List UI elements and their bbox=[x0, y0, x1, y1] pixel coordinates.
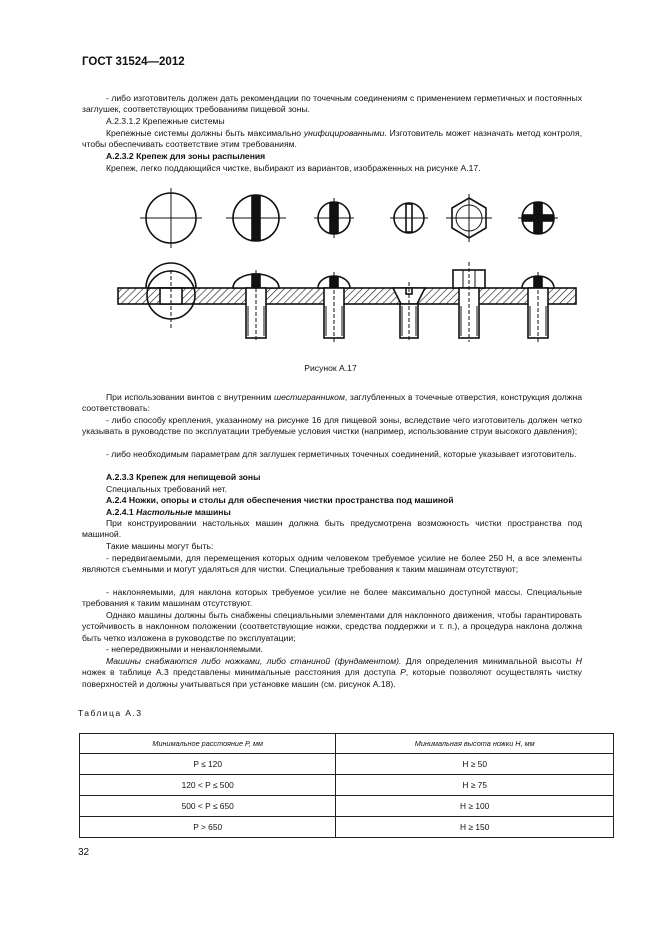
paragraph-plug-parameters: - либо необходимым параметрам для заглушек герметичных точечных соединений, которые указывает изготовитель. bbox=[106, 449, 577, 459]
table-cell: 500 < P ≤ 650 bbox=[80, 796, 336, 817]
paragraph-fastening-systems: Крепежные системы должны быть максимально унифицированными. Изготовитель может назначать метод контроля, чтобы обеспечивать соответствие этим требованиям. bbox=[82, 128, 582, 150]
paragraph-table-machines-design: При конструировании настольных машин должна быть предусмотрена возможность чистки пространства под машиной. bbox=[82, 518, 582, 540]
table-row bbox=[80, 754, 614, 775]
paragraph-hex-socket: При использовании винтов с внутренним шестигранником, заглубленных в точечные отверстия, конструкция должна соответствовать: bbox=[82, 392, 582, 414]
paragraph-tiltable-machines: - наклоняемыми, для наклона которых требуемое усилие не более максимально доступной массы. Специальные требования к таким машинам отсутствуют. bbox=[82, 587, 582, 609]
table-row bbox=[80, 817, 614, 838]
screw-countersunk-side-view bbox=[393, 282, 425, 342]
table-header-row bbox=[80, 734, 614, 754]
table-cell: H ≥ 75 bbox=[336, 775, 614, 796]
paragraph-spray-zone: Крепеж, легко поддающийся чистке, выбирают из вариантов, изображенных на рисунке А.17. bbox=[106, 163, 481, 173]
table-cell: P ≤ 120 bbox=[80, 754, 336, 775]
screw-head-cross-top-view bbox=[518, 202, 558, 234]
figure-a17 bbox=[0, 0, 661, 360]
table-label: Таблица А.3 bbox=[78, 708, 143, 718]
table-cell: H ≥ 100 bbox=[336, 796, 614, 817]
table-cell: H ≥ 150 bbox=[336, 817, 614, 838]
table-cell: 120 < P ≤ 500 bbox=[80, 775, 336, 796]
bolt-head-hex-top-view bbox=[446, 194, 492, 242]
section-heading-fastening-systems: А.2.3.1.2 Крепежные системы bbox=[106, 116, 225, 126]
section-heading-table-machines: А.2.4.1 Настольные машины bbox=[106, 507, 231, 517]
paragraph-movable-machines: - передвигаемыми, для перемещения которых одним человеком требуемое усилие не более 250 Н, а все элементы являются съемными и могут удаляться для чистки. Специальные требования к таким машинам отсутствуют; bbox=[82, 553, 582, 575]
figure-caption: Рисунок А.17 bbox=[304, 363, 357, 373]
paragraph-tilt-elements: Однако машины должны быть снабжены специальными элементами для наклонного движения, чтобы гарантировать устойчивость в наклонном положении (соответствующие ножки, средства поддержки и т. п.), а процедура наклона должна быть четко изложена в руководстве по эксплуатации; bbox=[82, 610, 582, 643]
paragraph-cleaning-conditions: - либо способу крепления, указанному на рисунке 16 для пищевой зоны, вследствие чего изготовитель должен четко указывать в руководстве по эксплуатации требуемые условия чистки (например, использование струи высокого давления); bbox=[82, 415, 582, 437]
table-row bbox=[80, 796, 614, 817]
paragraph-no-requirements: Специальных требований нет. bbox=[106, 484, 227, 494]
table-cell: H ≥ 50 bbox=[336, 754, 614, 775]
page-number: 32 bbox=[78, 847, 90, 858]
table-a3 bbox=[79, 733, 614, 838]
screw-head-slotted-top-view bbox=[226, 195, 286, 241]
screw-head-plain-top-view bbox=[140, 188, 202, 248]
section-heading-legs-supports: А.2.4 Ножки, опоры и столы для обеспечения чистки пространства под машиной bbox=[106, 495, 454, 505]
table-header-height: Минимальная высота ножки H, мм bbox=[336, 734, 614, 754]
screw-cross-side-view bbox=[522, 272, 554, 342]
hatched-plate-section bbox=[118, 288, 576, 304]
section-heading-spray-zone: А.2.3.2 Крепеж для зоны распыления bbox=[106, 151, 266, 161]
table-cell: P > 650 bbox=[80, 817, 336, 838]
screw-pan-side-view bbox=[318, 272, 350, 342]
paragraph-legs-or-base: Машины снабжаются либо ножками, либо станиной (фундаментом). Для определения минимальной высоты H ножек в таблице А.3 представлены минимальные расстояния для доступа P, которые позволяют осуществлять чистку поверхностей и должны учитываться при установке машин (см. рисунок А.18). bbox=[82, 656, 582, 689]
screw-head-pan-slotted-top-view bbox=[314, 198, 354, 238]
section-heading-non-food-zone: А.2.3.3 Крепеж для непищевой зоны bbox=[106, 472, 261, 482]
screw-head-countersunk-top-view bbox=[390, 203, 428, 233]
document-header: ГОСТ 31524—2012 bbox=[82, 56, 185, 68]
paragraph-machine-types: Такие машины могут быть: bbox=[106, 541, 214, 551]
screw-slotted-side-view bbox=[233, 270, 279, 342]
paragraph-stationary-machines: - непередвижными и ненаклоняемыми. bbox=[106, 644, 264, 654]
table-row bbox=[80, 775, 614, 796]
paragraph-recommendations: - либо изготовитель должен дать рекомендации по точечным соединениям с применением герметичных и постоянных заглушек, соответствующих требованиям пищевой зоны. bbox=[82, 93, 582, 115]
table-header-distance: Минимальное расстояние P, мм bbox=[80, 734, 336, 754]
